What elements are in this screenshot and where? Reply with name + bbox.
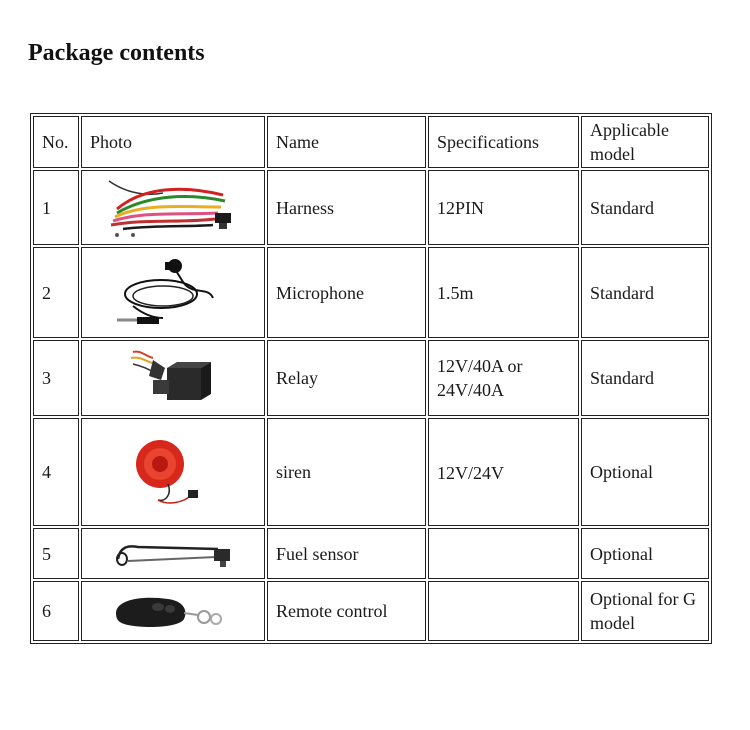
item-model: Standard bbox=[581, 247, 709, 338]
fuel-sensor-icon bbox=[108, 537, 238, 571]
item-name: Relay bbox=[267, 340, 426, 416]
microphone-icon bbox=[113, 256, 233, 330]
table-row bbox=[33, 170, 709, 245]
photo-cell bbox=[81, 581, 265, 641]
item-name: Harness bbox=[267, 170, 426, 245]
header-no: No. bbox=[33, 116, 79, 168]
photo-cell bbox=[81, 528, 265, 579]
item-spec: 12V/40A or 24V/40A bbox=[428, 340, 579, 416]
item-name: Fuel sensor bbox=[267, 528, 426, 579]
row-number: 3 bbox=[33, 340, 79, 416]
photo-cell bbox=[81, 418, 265, 526]
item-spec: 1.5m bbox=[428, 247, 579, 338]
item-name: Remote control bbox=[267, 581, 426, 641]
row-number: 1 bbox=[33, 170, 79, 245]
item-model: Standard bbox=[581, 170, 709, 245]
page-title: Package contents bbox=[28, 40, 205, 66]
table-row bbox=[33, 418, 709, 526]
item-spec bbox=[428, 528, 579, 579]
row-number: 6 bbox=[33, 581, 79, 641]
item-model: Standard bbox=[581, 340, 709, 416]
row-number: 4 bbox=[33, 418, 79, 526]
header-name: Name bbox=[267, 116, 426, 168]
item-name: Microphone bbox=[267, 247, 426, 338]
header-photo: Photo bbox=[81, 116, 265, 168]
item-model: Optional bbox=[581, 418, 709, 526]
table-row bbox=[33, 528, 709, 579]
table-header-row bbox=[33, 116, 709, 168]
item-name: siren bbox=[267, 418, 426, 526]
header-applicable-model: Applicable model bbox=[581, 116, 709, 168]
siren-icon bbox=[128, 432, 218, 512]
table-row bbox=[33, 340, 709, 416]
item-model: Optional for G model bbox=[581, 581, 709, 641]
item-spec: 12V/24V bbox=[428, 418, 579, 526]
table-row bbox=[33, 247, 709, 338]
item-model: Optional bbox=[581, 528, 709, 579]
item-spec bbox=[428, 581, 579, 641]
package-contents-table bbox=[30, 113, 712, 644]
row-number: 5 bbox=[33, 528, 79, 579]
photo-cell bbox=[81, 247, 265, 338]
photo-cell bbox=[81, 170, 265, 245]
item-spec: 12PIN bbox=[428, 170, 579, 245]
table-row bbox=[33, 581, 709, 641]
remote-control-icon bbox=[108, 589, 238, 633]
relay-icon bbox=[123, 346, 223, 410]
row-number: 2 bbox=[33, 247, 79, 338]
photo-cell bbox=[81, 340, 265, 416]
wire-harness-icon bbox=[103, 177, 243, 239]
header-specifications: Specifications bbox=[428, 116, 579, 168]
